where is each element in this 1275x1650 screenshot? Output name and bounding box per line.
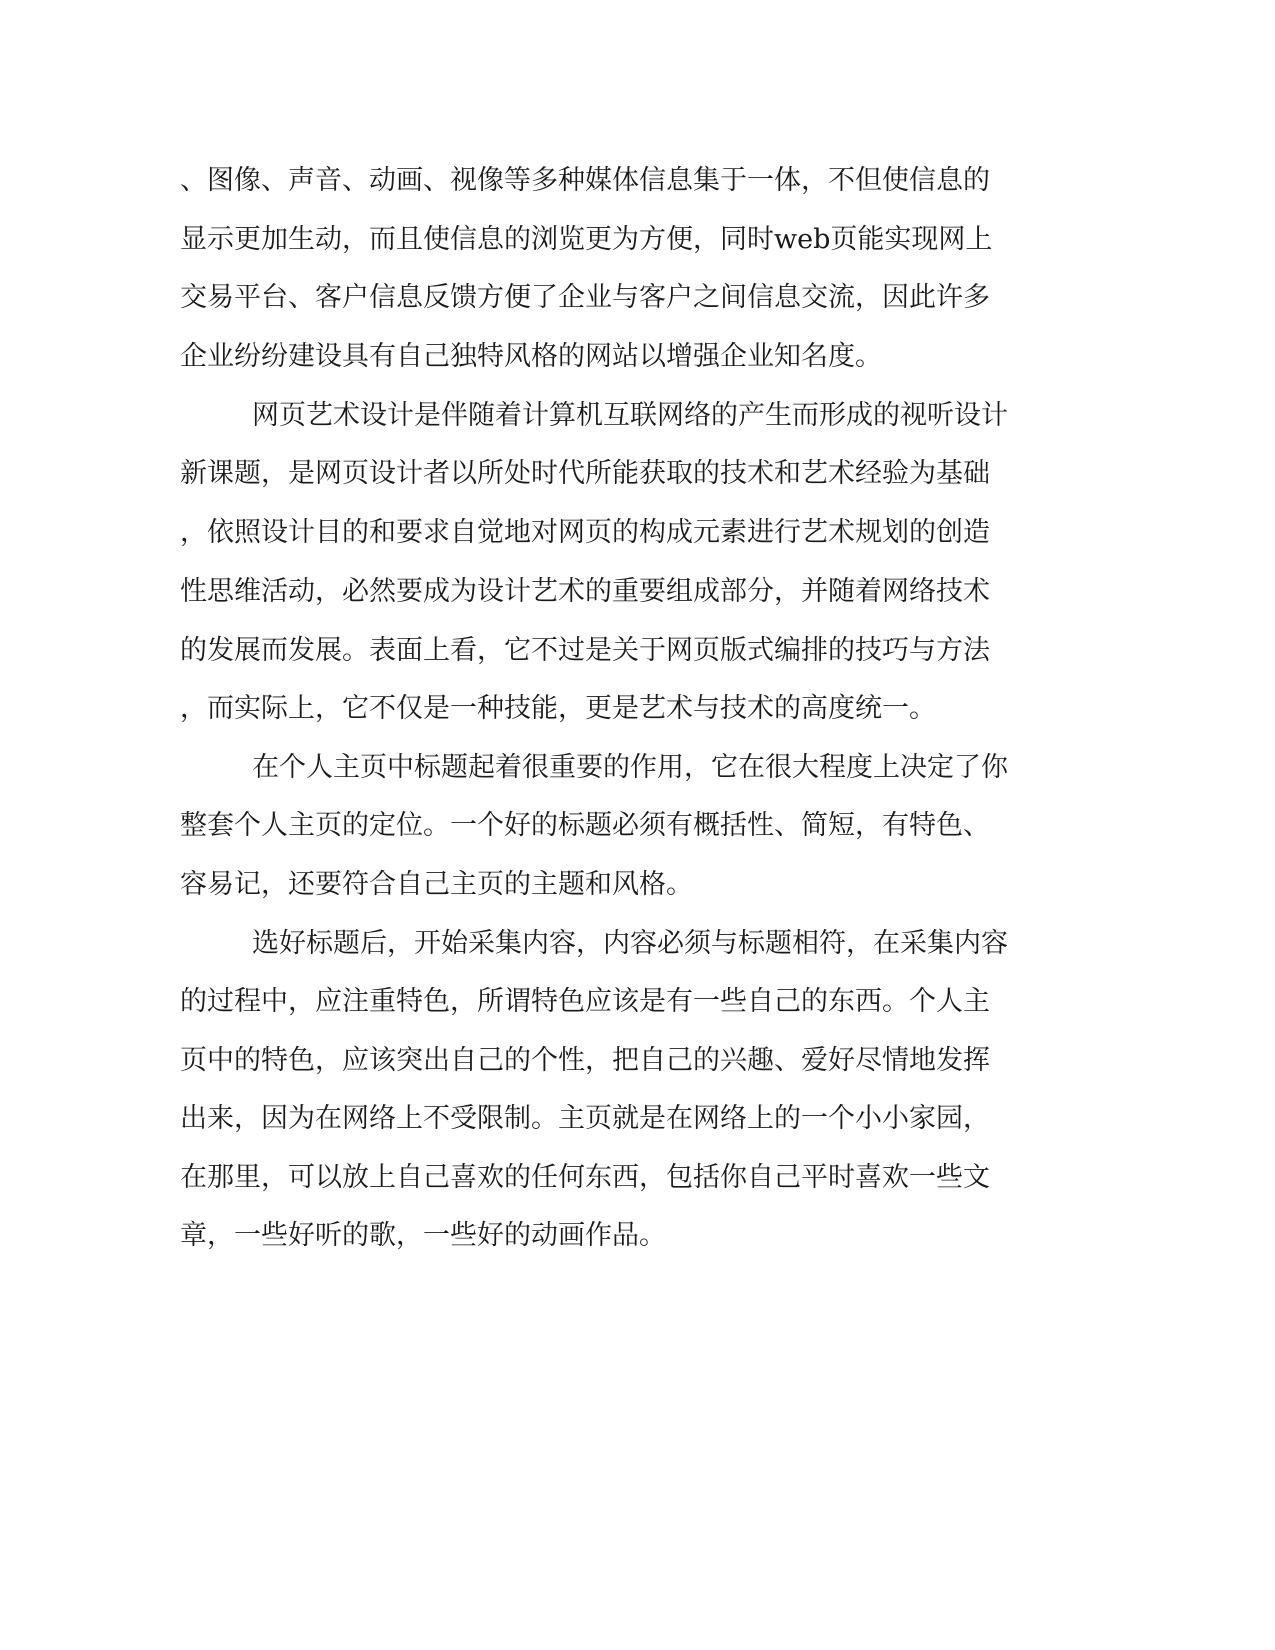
text-line: 网页艺术设计是伴随着计算机互联网络的产生而形成的视听设计 [252, 400, 1008, 431]
text-line: 选好标题后，开始采集内容，内容必须与标题相符，在采集内容 [252, 928, 1008, 959]
text-line: 页中的特色，应该突出自己的个性，把自己的兴趣、爱好尽情地发挥 [180, 1045, 990, 1076]
text-line: ，而实际上，它不仅是一种技能，更是艺术与技术的高度统一。 [180, 693, 936, 724]
text-line: 在个人主页中标题起着很重要的作用，它在很大程度上决定了你 [252, 752, 1008, 783]
text-line: 容易记，还要符合自己主页的主题和风格。 [180, 869, 693, 900]
text-line: 的过程中，应注重特色，所谓特色应该是有一些自己的东西。个人主 [180, 986, 990, 1017]
text-line: 出来，因为在网络上不受限制。主页就是在网络上的一个小小家园， [180, 1103, 990, 1134]
text-line: 在那里，可以放上自己喜欢的任何东西，包括你自己平时喜欢一些文 [180, 1162, 990, 1193]
text-line: 章，一些好听的歌，一些好的动画作品。 [180, 1220, 666, 1251]
text-line: 企业纷纷建设具有自己独特风格的网站以增强企业知名度。 [180, 341, 882, 372]
text-line: 的发展而发展。表面上看，它不过是关于网页版式编排的技巧与方法 [180, 635, 990, 666]
text-line: ，依照设计目的和要求自觉地对网页的构成元素进行艺术规划的创造 [180, 517, 990, 548]
text-line: 性思维活动，必然要成为设计艺术的重要组成部分，并随着网络技术 [180, 576, 990, 607]
text-line: 新课题，是网页设计者以所处时代所能获取的技术和艺术经验为基础 [180, 458, 990, 489]
text-line: 交易平台、客户信息反馈方便了企业与客户之间信息交流，因此许多 [180, 282, 990, 313]
text-line: 、图像、声音、动画、视像等多种媒体信息集于一体，不但使信息的 [180, 165, 990, 196]
text-line: 显示更加生动，而且使信息的浏览更为方便，同时web页能实现网上 [180, 224, 993, 255]
text-line: 整套个人主页的定位。一个好的标题必须有概括性、简短，有特色、 [180, 810, 990, 841]
